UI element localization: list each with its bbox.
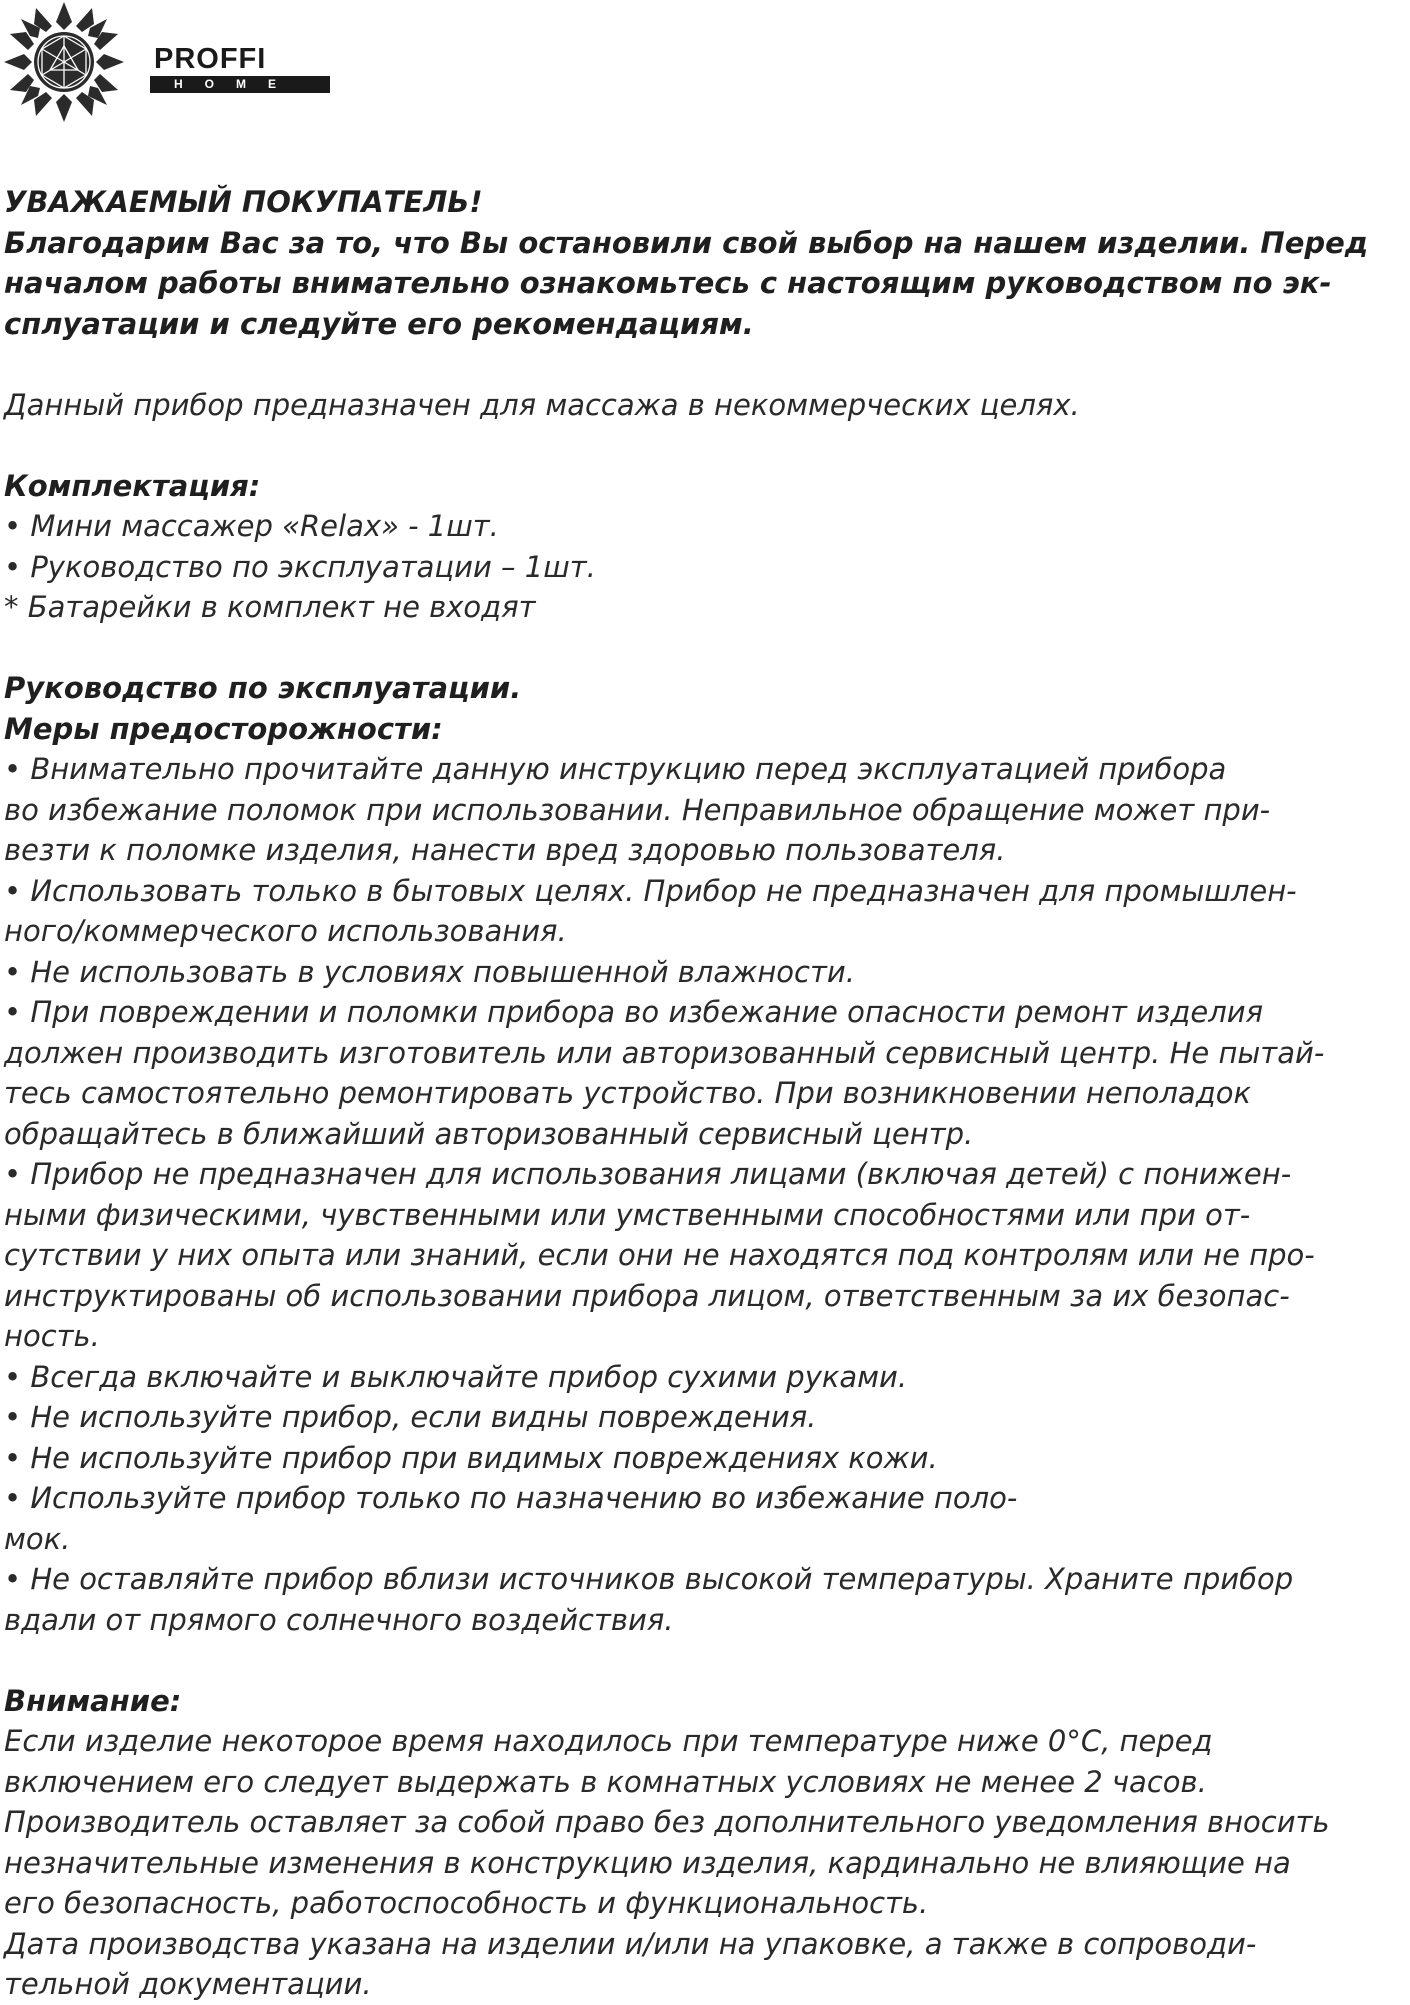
manual-line: мок. bbox=[4, 1521, 71, 1556]
precautions-heading: Меры предосторожности: bbox=[4, 711, 443, 746]
manual-line: во избежание поломок при использовании. Неправильное обращение может при- bbox=[4, 792, 1271, 827]
attention-line: Производитель оставляет за собой право без дополнительного уведомления вносить bbox=[4, 1805, 1330, 1839]
brand-name: PROFFI bbox=[154, 43, 267, 75]
attention-line: включением его следует выдержать в комнатных условиях не менее 2 часов. bbox=[4, 1764, 1207, 1799]
manual-line: ными физическими, чувственными или умственными способностями или при от- bbox=[4, 1197, 1251, 1232]
manual-line: везти к поломке изделия, нанести вред здоровью пользователя. bbox=[4, 833, 1006, 867]
manual-line: • Прибор не предназначен для использования лицами (включая детей) с понижен- bbox=[4, 1157, 1292, 1191]
kit-note: * Батарейки в комплект не входят bbox=[4, 590, 536, 624]
manual-heading: Руководство по эксплуатации. bbox=[4, 671, 522, 705]
attention-line: его безопасность, работоспособность и функциональность. bbox=[4, 1886, 929, 1920]
manual-line: • Внимательно прочитайте данную инструкцию перед эксплуатацией прибора bbox=[4, 752, 1227, 786]
attention-heading: Внимание: bbox=[4, 1683, 182, 1718]
document-body bbox=[4, 182, 1404, 2005]
manual-line: вдали от прямого солнечного воздействия. bbox=[4, 1602, 674, 1637]
manual-line: инструктированы об использовании прибора лицом, ответственным за их безопас- bbox=[4, 1278, 1290, 1313]
manual-line: должен производить изготовитель или авторизованный сервисный центр. Не пытай- bbox=[4, 1035, 1325, 1070]
manual-line: сутствии у них опыта или знаний, если они не находятся под контролям или не про- bbox=[4, 1238, 1315, 1272]
star-logo-icon bbox=[2, 0, 126, 124]
manual-line: обращайтесь в ближайший авторизованный сервисный центр. bbox=[4, 1116, 974, 1151]
brand-logo bbox=[0, 0, 340, 130]
purpose-text: Данный прибор предназначен для массажа в некоммерческих целях. bbox=[4, 387, 1080, 422]
greeting-line: сплуатации и следуйте его рекомендациям. bbox=[4, 306, 754, 341]
manual-line: • Не использовать в условиях повышенной влажности. bbox=[4, 954, 855, 989]
attention-line: тельной документации. bbox=[4, 1967, 372, 2001]
manual-line: ность. bbox=[4, 1319, 100, 1353]
manual-line: • Используйте прибор только по назначению во избежание поло- bbox=[4, 1481, 1018, 1515]
manual-line: • Использовать только в бытовых целях. Прибор не предназначен для промышлен- bbox=[4, 873, 1297, 908]
kit-item: • Руководство по эксплуатации – 1шт. bbox=[4, 549, 596, 584]
manual-line: тесь самостоятельно ремонтировать устройство. При возникновении неполадок bbox=[4, 1076, 1252, 1110]
manual-line: • Не используйте прибор, если видны повреждения. bbox=[4, 1400, 817, 1434]
brand-wordmark bbox=[150, 44, 330, 93]
greeting-line: Благодарим Вас за то, что Вы остановили свой выбор на нашем изделии. Перед bbox=[4, 225, 1369, 260]
attention-line: незначительные изменения в конструкцию изделия, кардинально не влияющие на bbox=[4, 1845, 1291, 1880]
manual-line: • При повреждении и поломки прибора во избежание опасности ремонт изделия bbox=[4, 995, 1264, 1029]
manual-line: • Всегда включайте и выключайте прибор сухими руками. bbox=[4, 1359, 908, 1394]
attention-line: Если изделие некоторое время находилось при температуре ниже 0°С, перед bbox=[4, 1724, 1213, 1758]
manual-line: • Не используйте прибор при видимых повреждениях кожи. bbox=[4, 1440, 938, 1475]
kit-item: • Мини массажер «Relax» - 1шт. bbox=[4, 509, 499, 543]
greeting-line: началом работы внимательно ознакомьтесь с настоящим руководством по эк- bbox=[4, 266, 1332, 300]
manual-line: • Не оставляйте прибор вблизи источников высокой температуры. Храните прибор bbox=[4, 1562, 1294, 1596]
attention-line: Дата производства указана на изделии и/или на упаковке, а также в сопроводи- bbox=[4, 1926, 1257, 1961]
manual-line: ного/коммерческого использования. bbox=[4, 914, 567, 948]
brand-subtitle: HOME bbox=[150, 76, 330, 93]
kit-heading: Комплектация: bbox=[4, 468, 261, 503]
greeting-title: УВАЖАЕМЫЙ ПОКУПАТЕЛЬ! bbox=[4, 185, 483, 219]
